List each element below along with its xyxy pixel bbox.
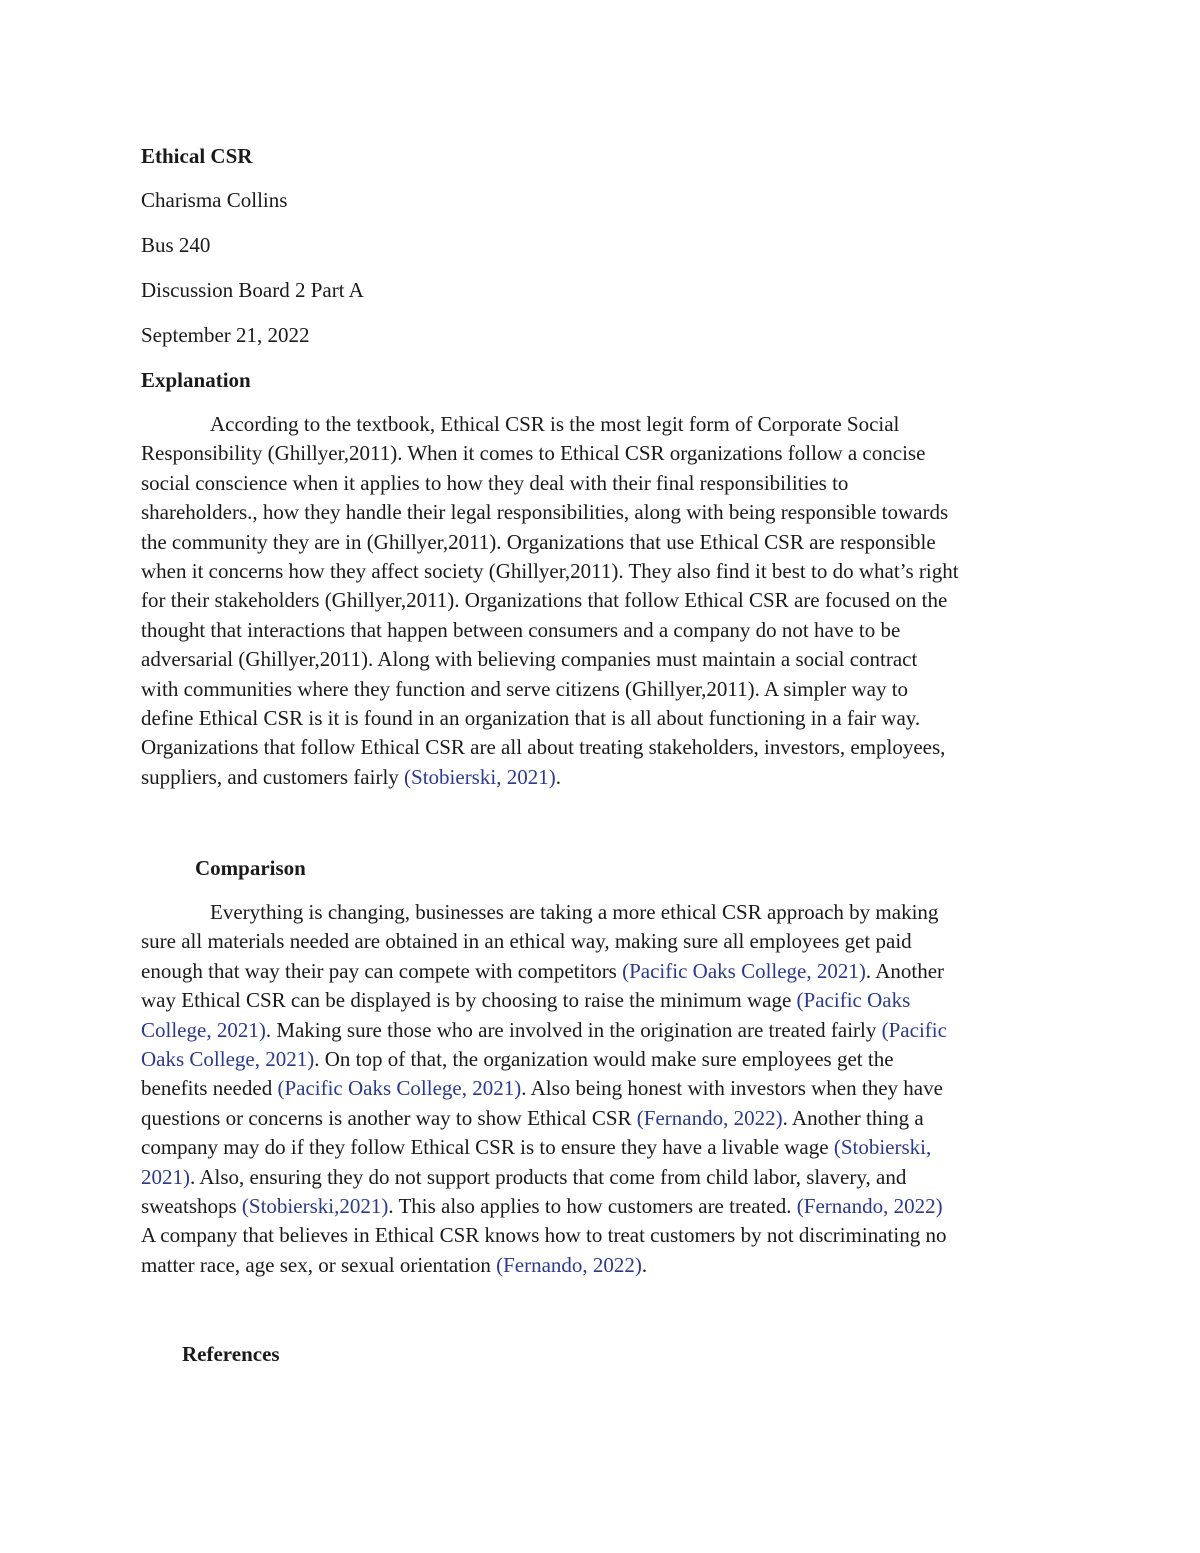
paragraph-line [141, 898, 947, 927]
citation: 2021) [141, 1164, 190, 1189]
citation: (Pacific [881, 1017, 947, 1042]
text-run: . Another thing a [782, 1105, 924, 1130]
paragraph-line [141, 498, 959, 527]
text-run: questions or concerns is another way to show Ethical CSR [141, 1105, 637, 1130]
text-run: with communities where they function and serve citizens (Ghillyer,2011). A simpler way to [141, 676, 909, 701]
citation: College, 2021) [141, 1017, 266, 1042]
text-run: Responsibility (Ghillyer,2011). When it comes to Ethical CSR organizations follow a concise [141, 441, 926, 466]
citation: (Pacific Oaks College, 2021) [277, 1076, 522, 1101]
paragraph-line [141, 1074, 947, 1103]
paragraph-line [141, 986, 947, 1015]
citation: (Stobierski, 2021) [404, 764, 556, 789]
explanation-paragraph [141, 410, 959, 792]
explanation-heading: Explanation [141, 368, 251, 392]
text-run: sweatshops [141, 1193, 242, 1218]
text-run: . Making sure those who are involved in the origination are treated fairly [265, 1017, 882, 1042]
text-run: enough that way their pay can compete with competitors [141, 958, 623, 983]
text-run: . [641, 1252, 648, 1277]
paragraph-line [141, 1016, 947, 1045]
comparison-heading: Comparison [195, 856, 306, 880]
paragraph-line [141, 616, 959, 645]
paragraph-line [141, 439, 959, 468]
paragraph-line [141, 1221, 947, 1250]
text-run: . This also applies to how customers are treated. [388, 1193, 797, 1218]
text-run: way Ethical CSR can be displayed is by choosing to raise the minimum wage [141, 988, 797, 1013]
text-run: . [555, 764, 561, 789]
text-run: thought that interactions that happen between consumers and a company do not have to be [141, 617, 901, 642]
text-run: sure all materials needed are obtained in an ethical way, making sure all employees get paid [141, 929, 912, 954]
text-run: A company that believes in Ethical CSR knows how to treat customers by not discriminating no [141, 1223, 947, 1248]
text-run: the community they are in (Ghillyer,2011). Organizations that use Ethical CSR are responsible [141, 529, 936, 554]
text-run: . On top of that, the organization would make sure employees get the [314, 1046, 894, 1071]
text-run: for their stakeholders (Ghillyer,2011). Organizations that follow Ethical CSR are focused on the [141, 588, 948, 613]
paragraph-line [141, 927, 947, 956]
paragraph-line [141, 645, 959, 674]
paragraph-line [141, 528, 959, 557]
document-title: Ethical CSR [141, 144, 253, 168]
document-date: September 21, 2022 [141, 323, 310, 347]
paragraph-line [141, 675, 959, 704]
text-run: . Another [865, 958, 945, 983]
citation: (Stobierski,2021) [241, 1193, 389, 1218]
text-run: Everything is changing, businesses are taking a more ethical CSR approach by making [210, 900, 939, 924]
paragraph-line [141, 957, 947, 986]
paragraph-line [141, 1104, 947, 1133]
paragraph-line [141, 410, 959, 439]
paragraph-line [141, 1192, 947, 1221]
paragraph-line [141, 1251, 947, 1280]
citation: (Stobierski, [833, 1135, 932, 1160]
comparison-paragraph [141, 898, 947, 1280]
paragraph-line [141, 1045, 947, 1074]
text-run: According to the textbook, Ethical CSR is the most legit form of Corporate Social [210, 412, 900, 436]
text-run: matter race, age sex, or sexual orientation [141, 1252, 497, 1277]
citation: (Pacific Oaks College, 2021) [622, 958, 866, 983]
paragraph-line [141, 733, 959, 762]
paragraph-line [141, 469, 959, 498]
citation: Oaks College, 2021) [141, 1046, 315, 1071]
paragraph-line [141, 557, 959, 586]
text-run: . Also, ensuring they do not support products that come from child labor, slavery, and [190, 1164, 907, 1189]
references-heading: References [182, 1342, 280, 1366]
paragraph-line [141, 1163, 947, 1192]
text-run: suppliers, and customers fairly [141, 764, 405, 789]
text-run: . Also being honest with investors when they have [521, 1076, 943, 1101]
text-run: benefits needed [141, 1076, 278, 1101]
text-run: company may do if they follow Ethical CSR is to ensure they have a livable wage [141, 1135, 834, 1160]
citation: (Pacific Oaks [796, 988, 911, 1013]
text-run: adversarial (Ghillyer,2011). Along with believing companies must maintain a social contract [141, 647, 918, 672]
text-run: when it concerns how they affect society (Ghillyer,2011). They also find it best to do what’s right [141, 558, 959, 583]
citation: (Fernando, 2022) [796, 1193, 943, 1218]
citation: (Fernando, 2022) [636, 1105, 783, 1130]
text-run: social conscience when it applies to how they deal with their final responsibilities to [141, 470, 849, 495]
text-run: Organizations that follow Ethical CSR are all about treating stakeholders, investors, employees, [141, 735, 946, 760]
text-run: define Ethical CSR is it is found in an organization that is all about functioning in a fair way. [141, 705, 921, 730]
author-name: Charisma Collins [141, 188, 288, 212]
paragraph-line [141, 763, 959, 792]
text-run: shareholders., how they handle their legal responsibilities, along with being responsible towards [141, 500, 949, 525]
course-name: Bus 240 [141, 233, 211, 257]
paragraph-line [141, 704, 959, 733]
paragraph-line [141, 1133, 947, 1162]
assignment-name: Discussion Board 2 Part A [141, 278, 364, 302]
paragraph-line [141, 586, 959, 615]
citation: (Fernando, 2022) [496, 1252, 642, 1277]
